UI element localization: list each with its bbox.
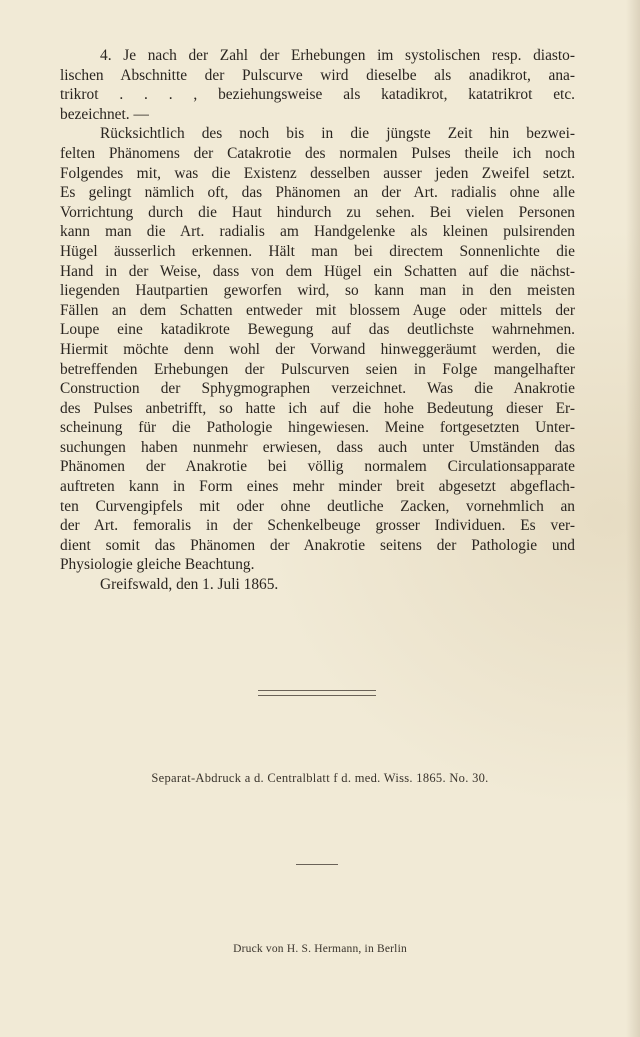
text-line: suchungen haben nunmehr erwiesen, dass auch unter Umständen das: [60, 438, 575, 456]
text-line: des Pulses anbetrifft, so hatte ich auf die hohe Bedeutung dieser Er-: [60, 399, 575, 417]
text-line: trikrot . . . , beziehungsweise als katadikrot, katatrikrot etc.: [60, 86, 575, 104]
text-line: Phänomen der Anakrotie bei völlig normalem Circulationsapparate: [60, 458, 575, 476]
text-line: Folgendes mit, was die Existenz desselben ausser jeden Zweifel setzt.: [60, 164, 575, 182]
body-text: [60, 46, 575, 595]
text-line: felten Phänomens der Catakrotie des normalen Pulses theile ich noch: [60, 144, 575, 162]
text-line: Hand in der Weise, dass von dem Hügel ein Schatten auf die nächst-: [60, 262, 575, 280]
text-line: bezeichnet. —: [60, 105, 149, 123]
text-line: 4. Je nach der Zahl der Erhebungen im systolischen resp. diasto-: [100, 47, 575, 64]
text-line: Hügel äusserlich erkennen. Hält man bei directem Sonnenlichte die: [60, 242, 575, 260]
text-line: Es gelingt nämlich oft, das Phänomen an der Art. radialis ohne alle: [60, 184, 575, 202]
text-line: ten Curvengipfels mit oder ohne deutliche Zacken, vornehmlich an: [60, 497, 575, 515]
text-line: Vorrichtung durch die Haut hindurch zu sehen. Bei vielen Personen: [60, 203, 575, 221]
offprint-note: Separat-Abdruck a d. Centralblatt f d. med. Wiss. 1865. No. 30.: [151, 771, 489, 785]
text-line: Hiermit möchte denn wohl der Vorwand hinweggeräumt werden, die: [60, 340, 575, 358]
text-line: dient somit das Phänomen der Anakrotie seitens der Pathologie und: [60, 536, 575, 554]
text-line: auftreten kann in Form eines mehr minder breit abgesetzt abgeflach-: [60, 478, 575, 496]
text-line: Rücksichtlich des noch bis in die jüngste Zeit hin bezwei-: [100, 125, 575, 143]
text-line: lischen Abschnitte der Pulscurve wird dieselbe als anadikrot, ana-: [60, 66, 575, 84]
text-line: Physiologie gleiche Beachtung.: [60, 556, 255, 574]
text-line: Fällen an dem Schatten entweder mit blossem Auge oder mittels der: [60, 301, 575, 319]
printer-credit: Druck von H. S. Hermann, in Berlin: [233, 943, 407, 955]
text-line: Construction der Sphygmographen verzeichnet. Was die Anakrotie: [60, 380, 575, 398]
text-line: der Art. femoralis in der Schenkelbeuge grosser Individuen. Es ver-: [60, 517, 575, 535]
page-edge-shadow: [626, 0, 640, 1037]
text-line: Loupe eine katadikrote Bewegung auf das deutlichste wahrnehmen.: [60, 321, 575, 339]
rule-divider: [296, 864, 338, 865]
double-rule-divider: [258, 690, 376, 696]
text-line: scheinung für die Pathologie hingewiesen. Meine fortgesetzten Unter-: [60, 419, 575, 437]
text-line: kann man die Art. radialis am Handgelenke als kleinen pulsirenden: [60, 223, 575, 241]
dateline: Greifswald, den 1. Juli 1865.: [100, 576, 279, 594]
text-line: liegenden Hautpartien geworfen wird, so kann man in den meisten: [60, 282, 575, 300]
text-line: betreffenden Erhebungen der Pulscurven seien in Folge mangelhafter: [60, 360, 575, 378]
